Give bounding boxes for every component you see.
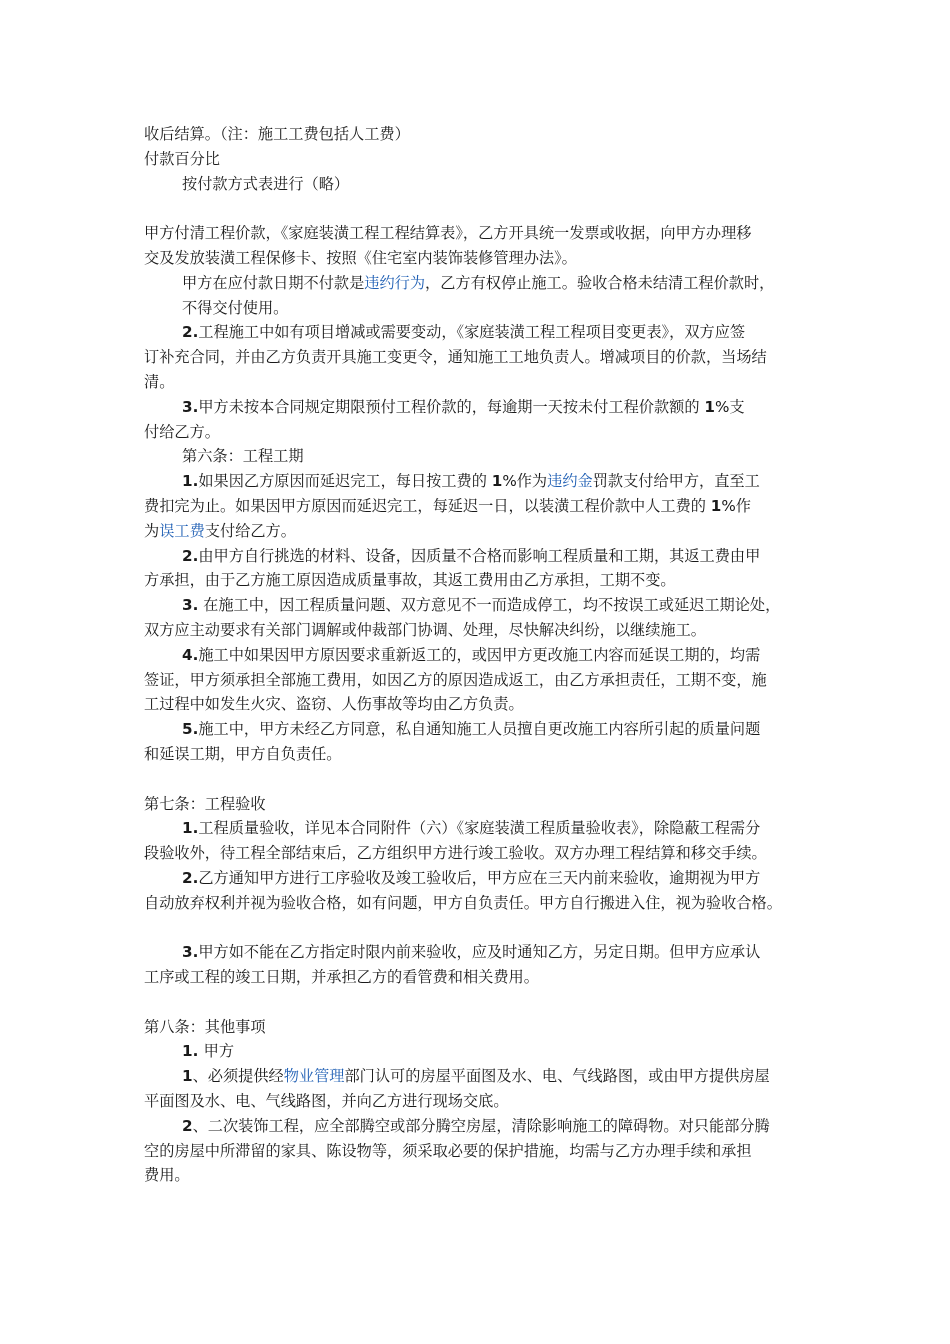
- clause-6-1: 1.如果因乙方原因而延迟完工，每日按工费的 1%作为违约金罚款支付给甲方，直至工: [182, 472, 760, 491]
- clause-8-1-party-a: 1. 甲方: [182, 1042, 234, 1061]
- text-line: 自动放弃权利并视为验收合格，如有问题，甲方自负责任。甲方自行搬进入住，视为验收合格。: [144, 893, 782, 912]
- blank-line: [144, 990, 824, 1015]
- link-delay-fee[interactable]: 误工费: [159, 521, 205, 540]
- section-heading-8: 第八条：其他事项: [144, 1017, 266, 1036]
- text-line: 工过程中如发生火灾、盗窃、人伤事故等均由乙方负责。: [144, 695, 524, 714]
- clause-7-3: 3.甲方如不能在乙方指定时限内前来验收，应及时通知乙方，另定日期。但甲方应承认: [182, 943, 761, 962]
- item-8-1-2: 2、二次装饰工程，应全部腾空或部分腾空房屋，清除影响施工的障碍物。对只能部分腾: [182, 1116, 770, 1135]
- text-line: 为误工费支付给乙方。: [144, 521, 296, 540]
- text-line: 付给乙方。: [144, 422, 220, 441]
- text-line: 费用。: [144, 1166, 190, 1185]
- text-line: 清。: [144, 372, 175, 391]
- item-8-1-1: 1、必须提供经物业管理部门认可的房屋平面图及水、电、气线路图，或由甲方提供房屋: [182, 1067, 770, 1086]
- text-line: 空的房屋中所滞留的家具、陈设物等，须采取必要的保护措施，均需与乙方办理手续和承担: [144, 1141, 752, 1160]
- text-line: 段验收外，待工程全部结束后，乙方组织甲方进行竣工验收。双方办理工程结算和移交手续。: [144, 844, 767, 863]
- clause-6-5: 5.施工中，甲方未经乙方同意，私自通知施工人员擅自更改施工内容所引起的质量问题: [182, 720, 761, 739]
- document-body: [144, 122, 824, 1188]
- text-line: 按付款方式表进行（略）: [182, 174, 350, 193]
- text-line: 甲方在应付款日期不付款是违约行为，乙方有权停止施工。验收合格未结清工程价款时，: [182, 273, 775, 292]
- text-line: 平面图及水、电、气线路图，并向乙方进行现场交底。: [144, 1092, 509, 1111]
- clause-7-2: 2.乙方通知甲方进行工序验收及竣工验收后，甲方应在三天内前来验收，逾期视为甲方: [182, 868, 761, 887]
- text-line: 和延误工期，甲方自负责任。: [144, 744, 342, 763]
- text-line: 工序或工程的竣工日期，并承担乙方的看管费和相关费用。: [144, 968, 539, 987]
- text-line: 方承担，由于乙方施工原因造成质量事故，其返工费用由乙方承担，工期不变。: [144, 571, 676, 590]
- text-line: 签证，甲方须承担全部施工费用，如因乙方的原因造成返工，由乙方承担责任，工期不变，施: [144, 670, 767, 689]
- text-line: 甲方付清工程价款，《家庭装潢工程工程结算表》，乙方开具统一发票或收据，向甲方办理移: [144, 224, 752, 243]
- link-property-management[interactable]: 物业管理: [283, 1067, 345, 1086]
- clause-2-change: 2.工程施工中如有项目增减或需要变动，《家庭装潢工程工程项目变更表》，双方应签: [182, 323, 746, 342]
- blank-line: [144, 196, 824, 221]
- text-line: 费扣完为止。如果因甲方原因而延迟完工，每延迟一日，以装潢工程价款中人工费的 1%作: [144, 496, 751, 515]
- text-line: 不得交付使用。: [182, 298, 289, 317]
- text-line: 双方应主动要求有关部门调解或仲裁部门协调、处理，尽快解决纠纷，以继续施工。: [144, 620, 706, 639]
- clause-7-1: 1.工程质量验收，详见本合同附件（六）《家庭装潢工程质量验收表》，除隐蔽工程需分: [182, 819, 761, 838]
- text-line: 付款百分比: [144, 149, 220, 168]
- blank-line: [144, 767, 824, 792]
- blank-line: [144, 916, 824, 941]
- section-heading-7: 第七条：工程验收: [144, 794, 266, 813]
- text-line: 收后结算。（注：施工工费包括人工费）: [144, 125, 410, 143]
- section-heading-6: 第六条：工程工期: [182, 447, 304, 466]
- text-line: 交及发放装潢工程保修卡、按照《住宅室内装饰装修管理办法》。: [144, 248, 577, 267]
- clause-3-late-payment: 3.甲方未按本合同规定期限预付工程价款的，每逾期一天按未付工程价款额的 1%支: [182, 397, 745, 416]
- clause-6-2: 2.由甲方自行挑选的材料、设备，因质量不合格而影响工程质量和工期，其返工费由甲: [182, 546, 761, 565]
- link-breach-of-contract[interactable]: 违约行为: [364, 273, 425, 292]
- text-line: 订补充合同，并由乙方负责开具施工变更令，通知施工工地负责人。增减项目的价款，当场结: [144, 348, 767, 367]
- clause-6-4: 4.施工中如果因甲方原因要求重新返工的，或因甲方更改施工内容而延误工期的，均需: [182, 645, 761, 664]
- link-penalty[interactable]: 违约金: [547, 472, 593, 491]
- clause-6-3: 3. 在施工中，因工程质量问题、双方意见不一而造成停工，均不按误工或延迟工期论处，: [182, 596, 781, 615]
